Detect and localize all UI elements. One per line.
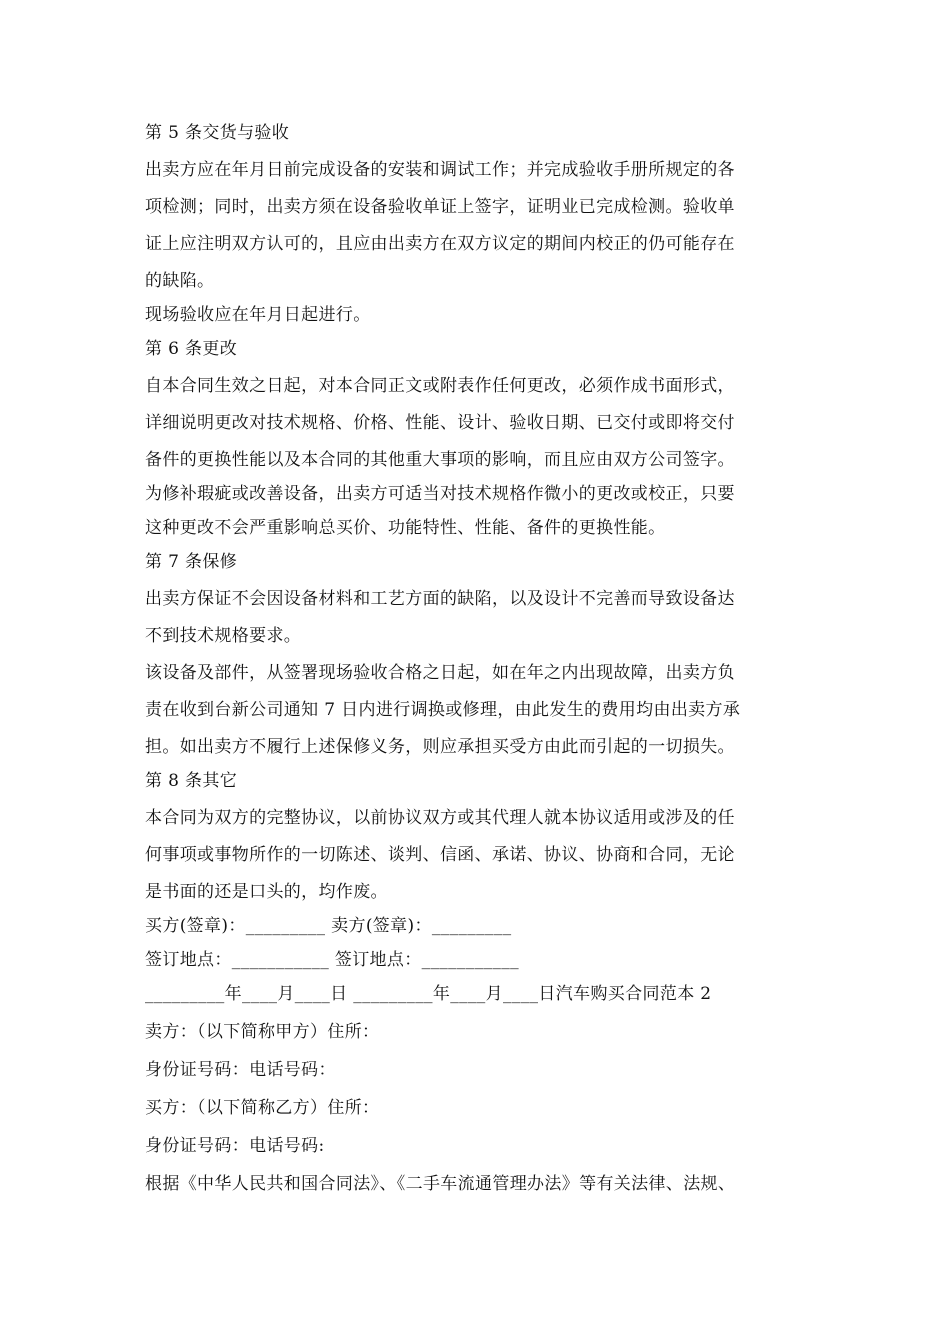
document-body: [145, 120, 825, 1197]
paragraph-line: 该设备及部件，从签署现场验收合格之日起，如在年之内出现故障，出卖方负: [145, 663, 735, 683]
section-heading-8: 第 8 条其它: [145, 771, 238, 791]
paragraph-line: 项检测；同时，出卖方须在设备验收单证上签字，证明业已完成检测。验收单: [145, 197, 735, 217]
paragraph-line: 不到技术规格要求。: [145, 626, 302, 646]
paragraph-line: 何事项或事物所作的一切陈述、谈判、信函、承诺、协议、协商和合同，无论: [145, 845, 735, 865]
paragraph-line: 出卖方保证不会因设备材料和工艺方面的缺陷，以及设计不完善而导致设备达: [145, 589, 735, 609]
section-heading-5: 第 5 条交货与验收: [145, 123, 290, 143]
signing-place-line: 签订地点：___________ 签订地点：___________: [145, 950, 519, 970]
paragraph-line: 根据《中华人民共和国合同法》、《二手车流通管理办法》等有关法律、法规、: [145, 1174, 736, 1194]
paragraph-line: 为修补瑕疵或改善设备，出卖方可适当对技术规格作微小的更改或校正，只要: [145, 484, 735, 504]
paragraph-line: 的缺陷。: [145, 271, 215, 291]
buyer-id-line: 身份证号码：电话号码:: [145, 1136, 325, 1156]
paragraph-line: 备件的更换性能以及本合同的其他重大事项的影响，而且应由双方公司签字。: [145, 450, 735, 470]
seller-line: 卖方：（以下简称甲方）住所：: [145, 1022, 380, 1042]
section-heading-7: 第 7 条保修: [145, 552, 238, 572]
paragraph-line: 自本合同生效之日起，对本合同正文或附表作任何更改，必须作成书面形式，: [145, 376, 735, 396]
date-line: _________年____月____日 _________年____月____日汽车购买合同范本 2: [145, 984, 712, 1004]
paragraph-line: 详细说明更改对技术规格、价格、性能、设计、验收日期、已交付或即将交付: [145, 413, 735, 433]
paragraph-line: 现场验收应在年月日起进行。: [145, 305, 371, 325]
paragraph-line: 这种更改不会严重影响总买价、功能特性、性能、备件的更换性能。: [145, 518, 666, 538]
paragraph-line: 责在收到台新公司通知 7 日内进行调换或修理，由此发生的费用均由出卖方承: [145, 700, 741, 720]
paragraph-line: 出卖方应在年月日前完成设备的安装和调试工作；并完成验收手册所规定的各: [145, 160, 735, 180]
seller-id-line: 身份证号码：电话号码：: [145, 1060, 336, 1080]
paragraph-line: 本合同为双方的完整协议，以前协议双方或其代理人就本协议适用或涉及的任: [145, 808, 735, 828]
paragraph-line: 是书面的还是口头的，均作废。: [145, 882, 388, 902]
paragraph-line: 证上应注明双方认可的，且应由出卖方在双方议定的期间内校正的仍可能存在: [145, 234, 735, 254]
paragraph-line: 担。如出卖方不履行上述保修义务，则应承担买受方由此而引起的一切损失。: [145, 737, 735, 757]
signature-line: 买方(签章)：_________ 卖方(签章)：_________: [145, 916, 512, 936]
buyer-line: 买方：（以下简称乙方）住所：: [145, 1098, 380, 1118]
section-heading-6: 第 6 条更改: [145, 339, 238, 359]
